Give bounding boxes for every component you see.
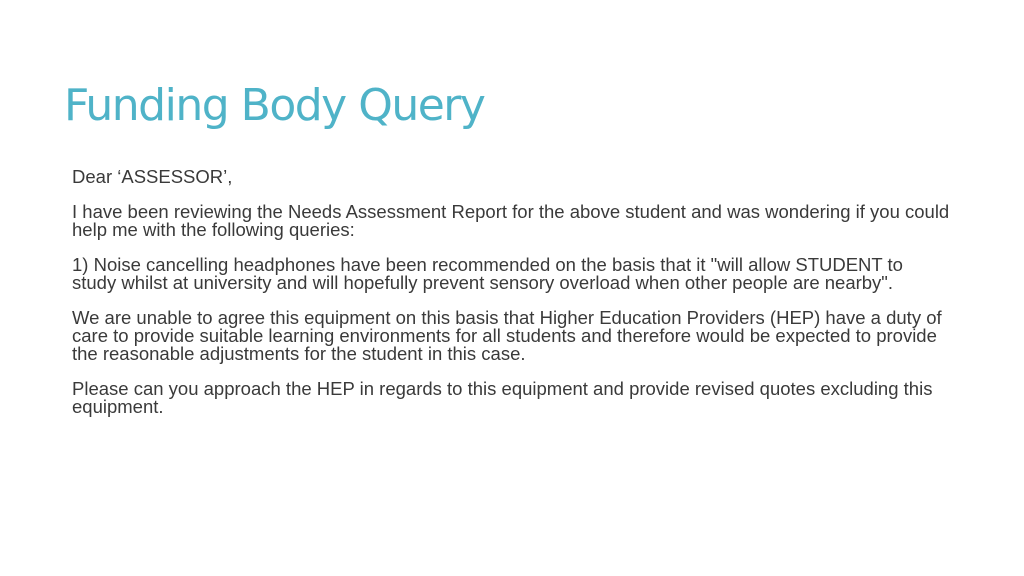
request-paragraph: Please can you approach the HEP in regards to this equipment and provide revised quotes excluding this equipment. [72,378,933,417]
slide-body [72,168,952,433]
intro-paragraph: I have been reviewing the Needs Assessment Report for the above student and was wondering if you could help me with the following queries: [72,201,950,240]
response-paragraph: We are unable to agree this equipment on this basis that Higher Education Providers (HEP) have a duty of care to provide suitable learning environments for all students and therefore would be expected to provide the reasonable adjustments for the student in this case. [72,307,942,364]
slide-title: Funding Body Query [64,80,485,131]
salutation-paragraph: Dear ‘ASSESSOR’, [72,166,233,187]
query-item-paragraph: 1) Noise cancelling headphones have been recommended on the basis that it "will allow STUDENT to study whilst at university and will hopefully prevent sensory overload when other people are nearby". [72,254,903,293]
